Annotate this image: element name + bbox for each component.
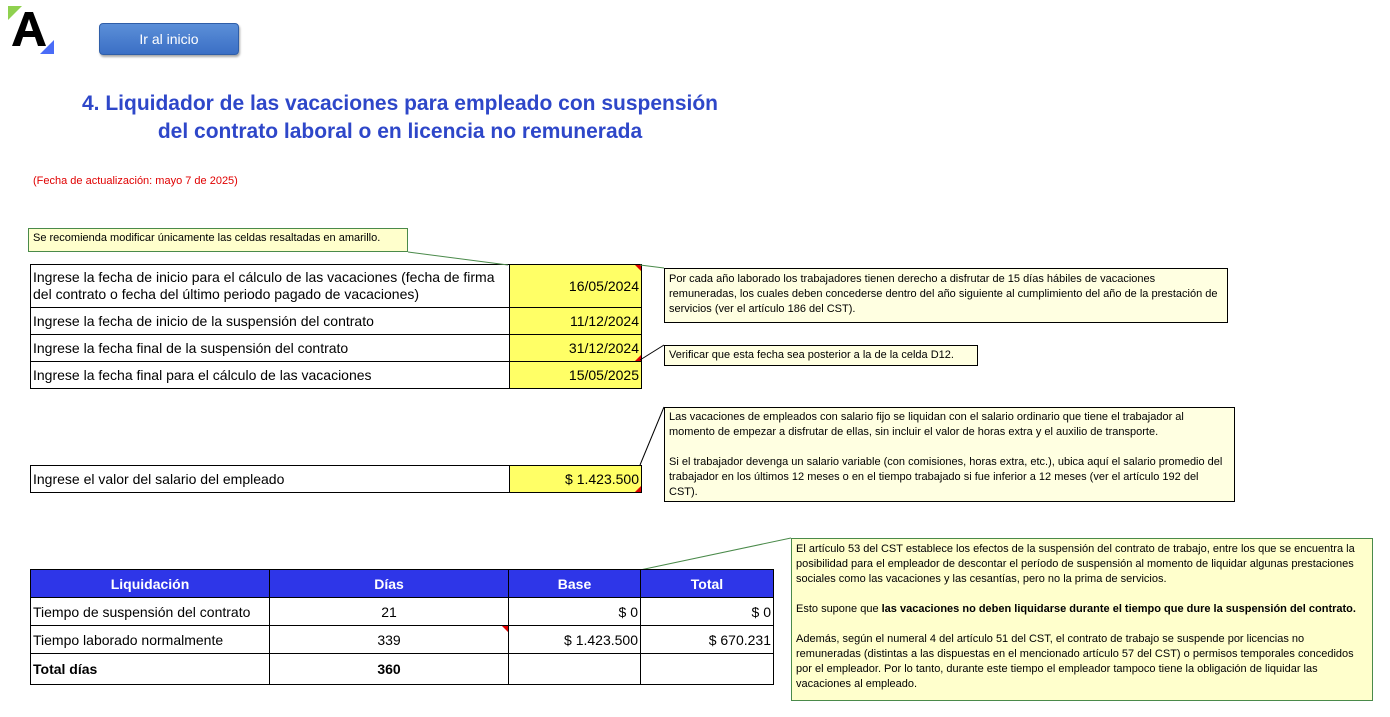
total-row	[31, 654, 774, 685]
header-days: Días	[270, 570, 509, 598]
total-days: 360	[270, 654, 509, 685]
input-label: Ingrese la fecha final para el cálculo de las vacaciones	[31, 362, 510, 389]
input-row-end-date	[31, 362, 642, 389]
input-row-suspension-start	[31, 308, 642, 335]
suspension-end-input[interactable]: 31/12/2024	[510, 335, 642, 362]
input-row-suspension-end	[31, 335, 642, 362]
table-row	[31, 598, 774, 626]
salary-table	[30, 465, 642, 493]
suspension-note-p2: Esto supone que las vacaciones no deben liquidarse durante el tiempo que dure la suspensión del contrato.	[796, 603, 1356, 615]
verify-date-note: Verificar que esta fecha sea posterior a la de la celda D12.	[664, 345, 978, 366]
suspension-note	[791, 538, 1373, 701]
suspension-note-p3: Además, según el numeral 4 del artículo 51 del CST, el contrato de trabajo se suspende por licencias no remuneradas (distintas a las dispuestas en el mencionado artículo 57 del CST) o permisos temporales concedidos por el empleador. Por lo tanto, durante este tiempo el empleador tampoco tiene la obligación de liquidar las vacaciones al empleado.	[796, 633, 1354, 690]
liquidation-header	[31, 570, 774, 598]
start-date-input[interactable]: 16/05/2024	[510, 265, 642, 308]
header-concept: Liquidación	[31, 570, 270, 598]
page-title: 4. Liquidador de las vacaciones para empleado con suspensión del contrato laboral o en licencia no remunerada	[81, 92, 719, 143]
logo-icon	[6, 4, 56, 56]
salary-note-p1: Las vacaciones de empleados con salario fijo se liquidan con el salario ordinario que tiene el trabajador al momento de empezar a disfrutar de ellas, sin incluir el valor de horas extra y el auxilio de transporte.	[669, 411, 1184, 438]
end-date-input[interactable]: 15/05/2025	[510, 362, 642, 389]
liquidation-table	[30, 569, 774, 685]
row-base: $ 0	[509, 598, 641, 626]
row-total: $ 670.231	[641, 626, 774, 654]
salary-note-p2: Si el trabajador devenga un salario variable (con comisiones, horas extra, etc.), ubica aquí el salario promedio del trabajador en los últimos 12 meses o en el tiempo trabajado si fue inferior a 12 meses (ver el artículo 192 del CST).	[669, 456, 1223, 498]
row-total: $ 0	[641, 598, 774, 626]
table-row	[31, 626, 774, 654]
salary-row	[31, 466, 642, 493]
input-label: Ingrese la fecha final de la suspensión del contrato	[31, 335, 510, 362]
row-base: $ 1.423.500	[509, 626, 641, 654]
row-concept: Tiempo laborado normalmente	[31, 626, 270, 654]
header-total: Total	[641, 570, 774, 598]
home-button[interactable]: Ir al inicio	[99, 23, 239, 55]
input-row-start-date	[31, 265, 642, 308]
salary-note	[664, 407, 1235, 502]
row-days: 21	[270, 598, 509, 626]
input-label: Ingrese la fecha de inicio de la suspensión del contrato	[31, 308, 510, 335]
header-base: Base	[509, 570, 641, 598]
input-table	[30, 264, 642, 389]
row-concept: Tiempo de suspensión del contrato	[31, 598, 270, 626]
total-label: Total días	[31, 654, 270, 685]
salary-label: Ingrese el valor del salario del empleado	[31, 466, 510, 493]
update-date: (Fecha de actualización: mayo 7 de 2025)	[33, 175, 238, 187]
row-days: 339	[270, 626, 509, 654]
total-base-empty	[509, 654, 641, 685]
salary-input[interactable]: $ 1.423.500	[510, 466, 642, 493]
total-total-empty	[641, 654, 774, 685]
suspension-note-p1: El artículo 53 del CST establece los efectos de la suspensión del contrato de trabajo, entre los que se encuentra la posibilidad para el empleador de descontar el período de suspensión al momento de liquidar algunas prestaciones sociales como las vacaciones y las cesantías, pero no la prima de servicios.	[796, 543, 1355, 585]
input-label: Ingrese la fecha de inicio para el cálculo de las vacaciones (fecha de firma del contrato o fecha del último periodo pagado de vacaciones)	[31, 265, 510, 308]
recommendation-note: Se recomienda modificar únicamente las celdas resaltadas en amarillo.	[28, 228, 408, 252]
vacation-days-note: Por cada año laborado los trabajadores tienen derecho a disfrutar de 15 días hábiles de vacaciones remuneradas, los cuales deben concederse dentro del año siguiente al cumplimiento del año de la prestación de servicios (ver el artículo 186 del CST).	[664, 268, 1228, 323]
suspension-start-input[interactable]: 11/12/2024	[510, 308, 642, 335]
